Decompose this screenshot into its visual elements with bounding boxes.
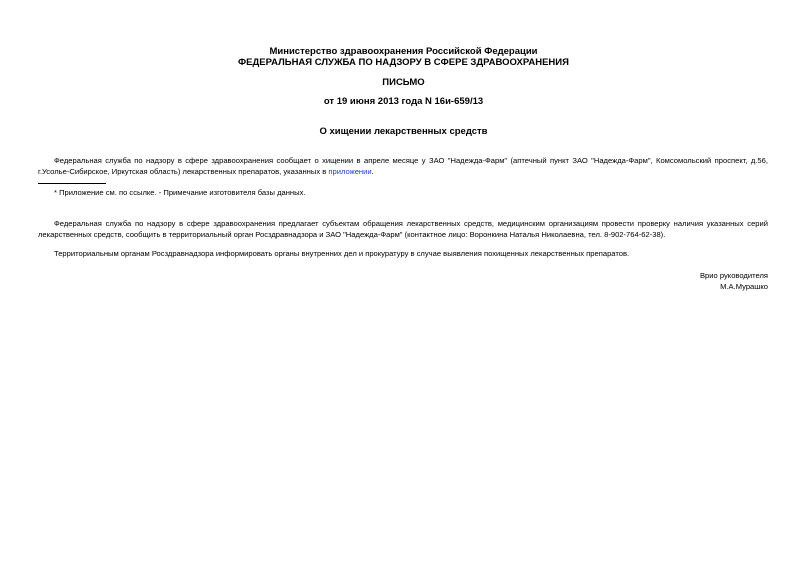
document-date-number: от 19 июня 2013 года N 16и-659/13: [323, 96, 484, 107]
service-name: ФЕДЕРАЛЬНАЯ СЛУЖБА ПО НАДЗОРУ В СФЕРЕ ЗДРАВООХРАНЕНИЯ: [238, 57, 569, 68]
paragraph-text: Федеральная служба по надзору в сфере здравоохранения сообщает о хищении в апреле месяце у ЗАО "Надежда-Фарм" (аптечный пункт ЗАО "Надежда-Фарм", Комсомольский проспект, д.56, г.Усолье-Сибирское, Иркутская область) лекарственных препаратов, указанных в: [38, 156, 768, 176]
paragraph-end: .: [371, 167, 374, 176]
footnote-divider: [38, 183, 106, 184]
paragraph-theft-notice: [38, 155, 768, 177]
document-subject: О хищении лекарственных средств: [319, 126, 488, 137]
signature-name: М.А.Мурашко: [720, 282, 768, 291]
document-type: ПИСЬМО: [382, 77, 425, 88]
signature-title: Врио руководителя: [699, 271, 768, 280]
ministry-name: Министерство здравоохранения Российской Федерации: [269, 46, 538, 57]
paragraph-inform-authorities: Территориальным органам Росздравнадзора информировать органы внутренних дел и прокуратуру в случае выявления похищенных лекарственных препаратов.: [54, 249, 630, 258]
footnote: * Приложение см. по ссылке. - Примечание изготовителя базы данных.: [54, 188, 306, 197]
appendix-link[interactable]: приложении: [328, 167, 372, 176]
paragraph-check-request: Федеральная служба по надзору в сфере здравоохранения предлагает субъектам обращения лекарственных средств, медицинским организациям провести проверку наличия указанных серий лекарственных средств, сообщить в территориальный орган Росздравнадзора и ЗАО "Надежда-Фарм" (контактное лицо: Воронкина Наталья Николаевна, тел. 8-902-764-62-38).: [38, 219, 768, 239]
